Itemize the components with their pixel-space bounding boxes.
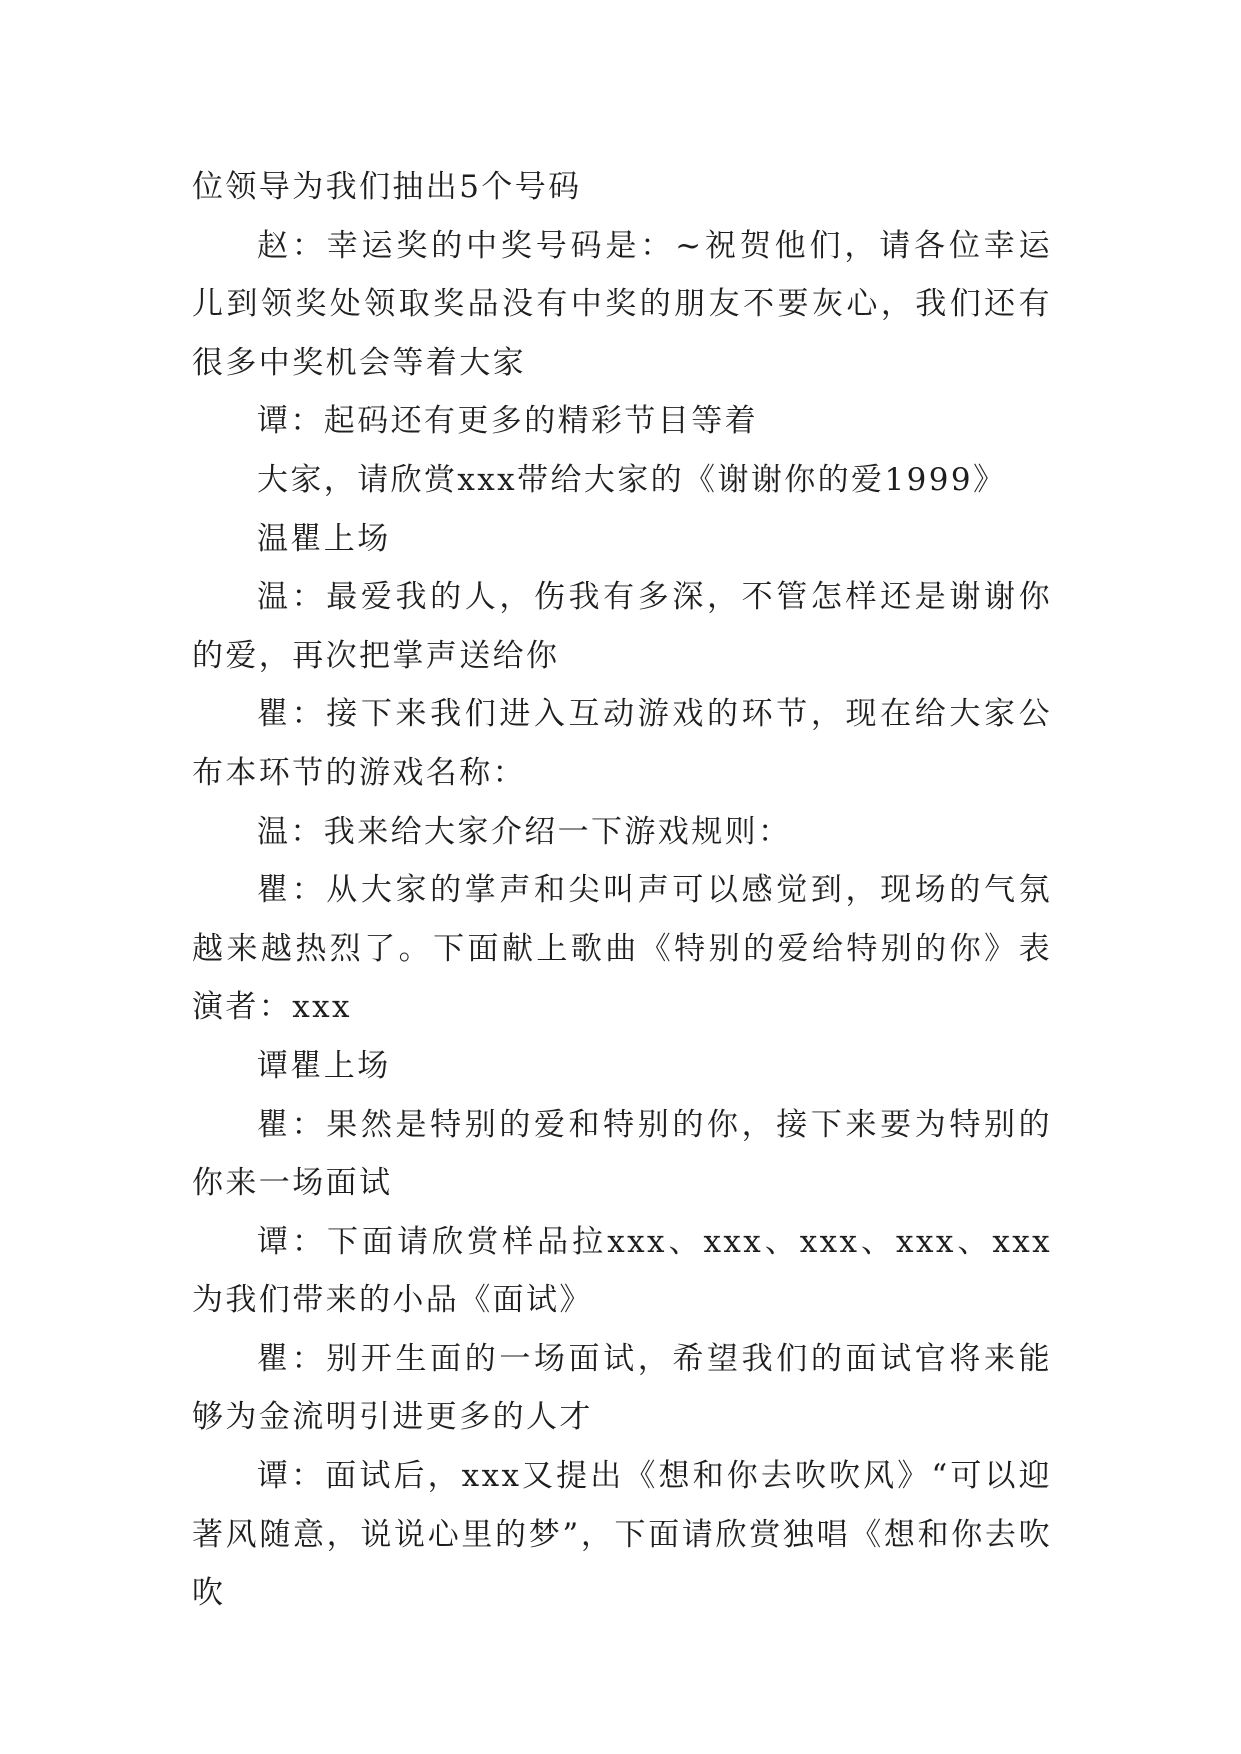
paragraph: 瞿：别开生面的一场面试，希望我们的面试官将来能够为金流明引进更多的人才: [192, 1340, 1052, 1436]
paragraph: 大家，请欣赏xxx带给大家的《谢谢你的爱1999》: [257, 461, 1007, 498]
paragraph: 位领导为我们抽出5个号码: [192, 169, 582, 205]
paragraph: 谭：下面请欣赏样品拉xxx、xxx、xxx、xxx、xxx为我们带来的小品《面试》: [192, 1223, 1052, 1319]
paragraph: 谭：面试后，xxx又提出《想和你去吹吹风》“可以迎著风随意，说说心里的梦”，下面请欣赏独唱《想和你去吹吹: [192, 1458, 1052, 1612]
paragraph: 温：最爱我的人，伤我有多深，不管怎样还是谢谢你的爱，再次把掌声送给你: [192, 579, 1052, 674]
paragraph: 瞿：果然是特别的爱和特别的你，接下来要为特别的你来一场面试: [192, 1106, 1052, 1202]
paragraph: 瞿：从大家的掌声和尖叫声可以感觉到，现场的气氛越来越热烈了。下面献上歌曲《特别的爱给特别的你》表演者：xxx: [192, 872, 1052, 1026]
document-body: [192, 158, 1052, 1623]
paragraph: 谭：起码还有更多的精彩节目等着: [257, 403, 758, 440]
paragraph: 赵：幸运奖的中奖号码是：~祝贺他们，请各位幸运儿到领奖处领取奖品没有中奖的朋友不要灰心，我们还有很多中奖机会等着大家: [192, 227, 1052, 381]
paragraph: 瞿：接下来我们进入互动游戏的环节，现在给大家公布本环节的游戏名称：: [192, 696, 1052, 791]
paragraph: 温瞿上场: [257, 520, 391, 557]
paragraph: 温：我来给大家介绍一下游戏规则：: [257, 813, 792, 850]
paragraph: 谭瞿上场: [257, 1047, 391, 1084]
